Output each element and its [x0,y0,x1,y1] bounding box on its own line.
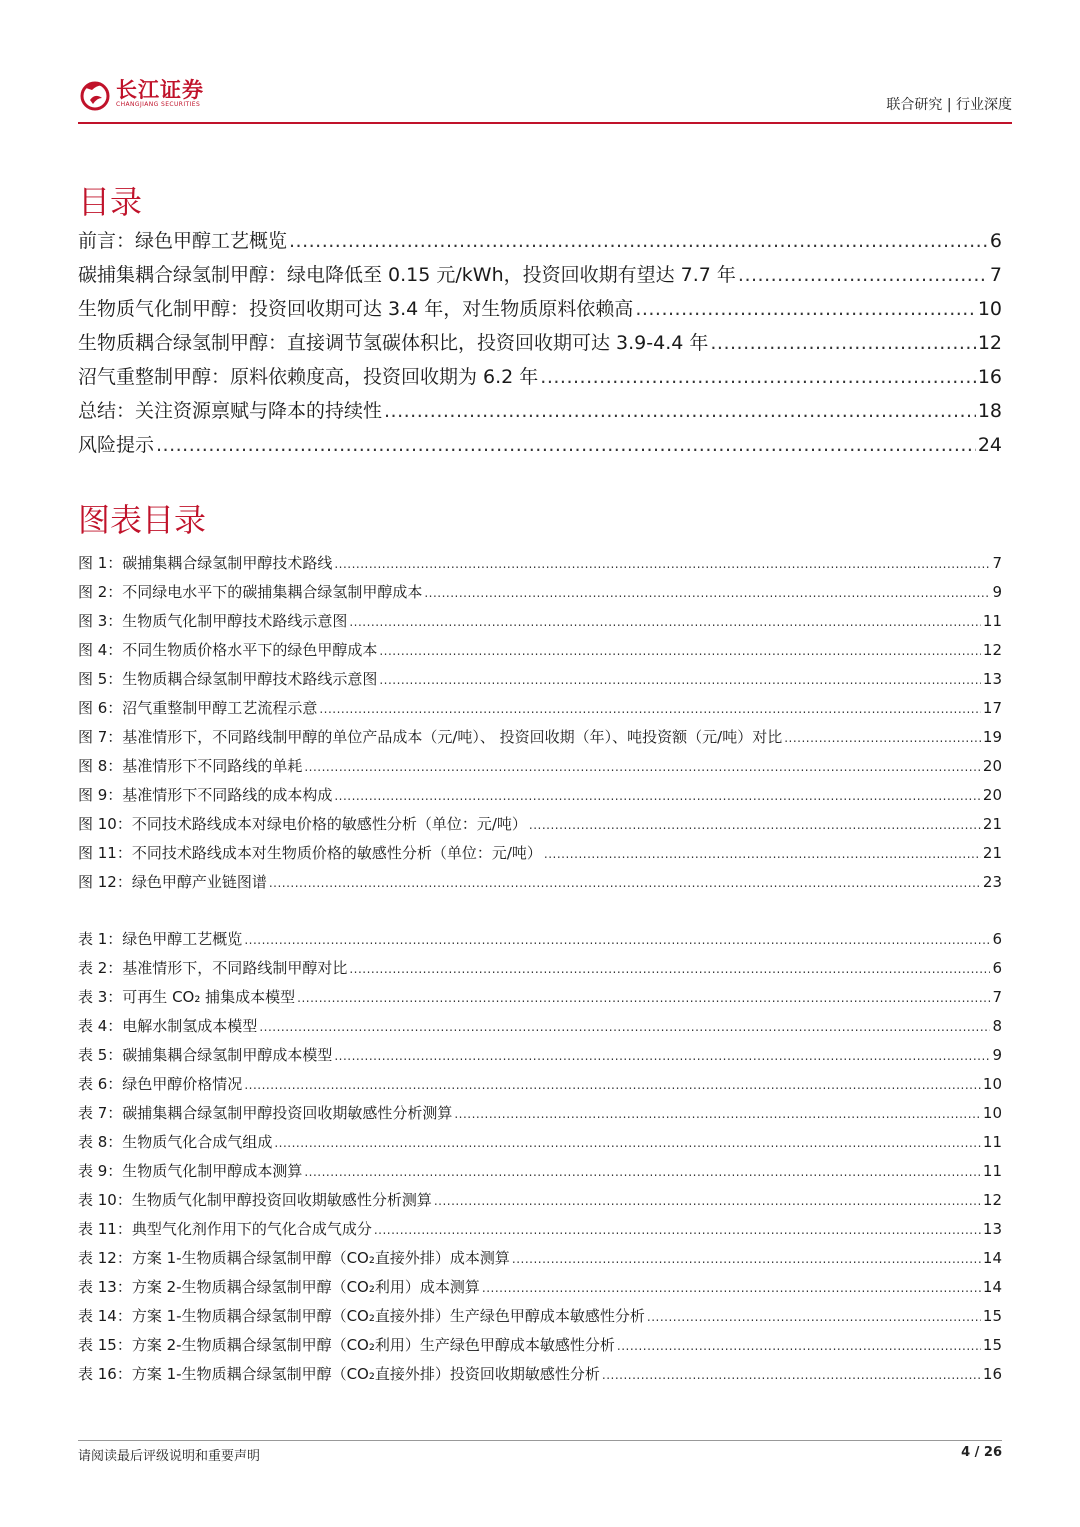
figure-entry-title[interactable]: 图 10：不同技术路线成本对绿电价格的敏感性分析（单位：元/吨） [78,815,527,833]
table-entry-title[interactable]: 表 8：生物质气化合成气组成 [78,1133,273,1151]
dot-leader [784,731,981,745]
figure-entry-page[interactable]: 7 [992,554,1002,572]
table-entry[interactable] [78,1044,1002,1073]
dot-leader [334,789,981,803]
dot-leader [379,673,981,687]
logo-text-cn: 长江证券 [116,78,204,102]
table-entry-title[interactable]: 表 9：生物质气化制甲醇成本测算 [78,1162,303,1180]
figure-entry[interactable] [78,668,1002,697]
dot-leader [334,1049,990,1063]
table-entry-page[interactable]: 15 [982,1307,1002,1325]
figure-entry-page[interactable]: 23 [982,873,1002,891]
table-entry-title[interactable]: 表 12：方案 1-生物质耦合绿氢制甲醇（CO₂直接外排）成本测算 [78,1249,510,1267]
report-type-tags: 联合研究 | 行业深度 [886,97,1012,113]
dot-leader [482,1281,981,1295]
dragon-logo-icon [78,76,112,112]
toc-entry-title[interactable]: 总结：关注资源禀赋与降本的持续性 [78,400,383,422]
toc-entry-page[interactable]: 6 [989,230,1002,252]
toc-entry[interactable] [78,294,1002,328]
table-entry-page[interactable]: 10 [982,1104,1002,1122]
toc-entry-page[interactable]: 7 [989,264,1002,286]
table-entry-page[interactable]: 11 [982,1133,1002,1151]
table-entry-title[interactable]: 表 7：碳捕集耦合绿氢制甲醇投资回收期敏感性分析测算 [78,1104,453,1122]
toc-entry-title[interactable]: 生物质耦合绿氢制甲醇：直接调节氢碳体积比，投资回收期可达 3.9-4.4 年 [78,332,709,354]
dot-leader [289,230,988,252]
dot-leader [544,847,981,861]
table-entry[interactable] [78,1305,1002,1334]
dot-leader [269,876,981,890]
dot-leader [304,760,981,774]
page-header [78,70,1012,124]
toc-entry[interactable] [78,362,1002,396]
table-entry[interactable] [78,1218,1002,1247]
toc-entry[interactable] [78,328,1002,362]
dot-leader [617,1339,981,1353]
dot-leader [454,1107,981,1121]
table-entry-page[interactable]: 6 [992,959,1002,977]
figure-entry-page[interactable]: 20 [982,786,1002,804]
dot-leader [529,818,981,832]
figure-entry-title[interactable]: 图 5：生物质耦合绿氢制甲醇技术路线示意图 [78,670,378,688]
toc-entry-title[interactable]: 前言：绿色甲醇工艺概览 [78,230,288,252]
table-entry-title[interactable]: 表 10：生物质气化制甲醇投资回收期敏感性分析测算 [78,1191,432,1209]
toc-entry-page[interactable]: 24 [977,434,1002,456]
dot-leader [379,644,981,658]
toc-entry-title[interactable]: 风险提示 [78,434,155,456]
figure-entry-page[interactable]: 21 [982,844,1002,862]
dot-leader [647,1310,981,1324]
dot-leader [319,702,981,716]
table-entry[interactable] [78,1276,1002,1305]
toc-entry-page[interactable]: 16 [977,366,1002,388]
figure-entry-page[interactable]: 9 [992,583,1002,601]
table-entry-page[interactable]: 14 [982,1249,1002,1267]
dot-leader [244,1078,981,1092]
toc-entry-page[interactable]: 10 [977,298,1002,320]
figure-entry[interactable] [78,813,1002,842]
figure-entry[interactable] [78,842,1002,871]
figure-entry-title[interactable]: 图 2：不同绿电水平下的碳捕集耦合绿氢制甲醇成本 [78,583,423,601]
toc-list [78,226,1002,464]
toc-entry[interactable] [78,396,1002,430]
table-entry-title[interactable]: 表 14：方案 1-生物质耦合绿氢制甲醇（CO₂直接外排）生产绿色甲醇成本敏感性分析 [78,1307,645,1325]
dot-leader [274,1136,981,1150]
table-entry-title[interactable]: 表 6：绿色甲醇价格情况 [78,1075,243,1093]
figure-entry-title[interactable]: 图 3：生物质气化制甲醇技术路线示意图 [78,612,348,630]
table-entry[interactable] [78,986,1002,1015]
table-entry-title[interactable]: 表 16：方案 1-生物质耦合绿氢制甲醇（CO₂直接外排）投资回收期敏感性分析 [78,1365,600,1383]
table-entry-page[interactable]: 8 [992,1017,1002,1035]
figure-entry[interactable] [78,581,1002,610]
table-entry-page[interactable]: 6 [992,930,1002,948]
toc-entry-title[interactable]: 碳捕集耦合绿氢制甲醇：绿电降低至 0.15 元/kWh，投资回收期有望达 7.7 年 [78,264,736,286]
figure-entry[interactable] [78,610,1002,639]
figure-entry[interactable] [78,726,1002,755]
table-entry-title[interactable]: 表 15：方案 2-生物质耦合绿氢制甲醇（CO₂利用）生产绿色甲醇成本敏感性分析 [78,1336,615,1354]
dot-leader [259,1020,990,1034]
table-entry[interactable] [78,928,1002,957]
table-list [78,928,1002,1392]
table-entry-title[interactable]: 表 5：碳捕集耦合绿氢制甲醇成本模型 [78,1046,333,1064]
figure-entry-page[interactable]: 19 [982,728,1002,746]
table-entry-title[interactable]: 表 1：绿色甲醇工艺概览 [78,930,243,948]
dot-leader [512,1252,981,1266]
table-entry-page[interactable]: 13 [982,1220,1002,1238]
figure-entry-title[interactable]: 图 1：碳捕集耦合绿氢制甲醇技术路线 [78,554,333,572]
table-entry-page[interactable]: 11 [982,1162,1002,1180]
figure-entry-title[interactable]: 图 4：不同生物质价格水平下的绿色甲醇成本 [78,641,378,659]
figure-entry-title[interactable]: 图 7：基准情形下，不同路线制甲醇的单位产品成本（元/吨）、 投资回收期（年）、吨投资额（元/吨）对比 [78,728,783,746]
figure-entry-page[interactable]: 13 [982,670,1002,688]
table-entry-title[interactable]: 表 13：方案 2-生物质耦合绿氢制甲醇（CO₂利用）成本测算 [78,1278,480,1296]
dot-leader [349,962,990,976]
dot-leader [304,1165,981,1179]
dot-leader [635,298,976,320]
figures-title: 图表目录 [78,501,207,539]
table-entry-page[interactable]: 12 [982,1191,1002,1209]
figure-entry-page[interactable]: 20 [982,757,1002,775]
dot-leader [738,264,988,286]
figure-entry-title[interactable]: 图 9：基准情形下不同路线的成本构成 [78,786,333,804]
figure-entry[interactable] [78,871,1002,900]
figure-entry-page[interactable]: 12 [982,641,1002,659]
dot-leader [424,586,990,600]
dot-leader [156,434,976,456]
table-entry[interactable] [78,1247,1002,1276]
table-entry[interactable] [78,1160,1002,1189]
figure-list [78,552,1002,900]
figure-entry-page[interactable]: 11 [982,612,1002,630]
dot-leader [334,557,990,571]
dot-leader [384,400,976,422]
disclaimer-note: 请阅读最后评级说明和重要声明 [78,1449,261,1464]
toc-entry[interactable] [78,226,1002,260]
table-entry-page[interactable]: 10 [982,1075,1002,1093]
toc-entry[interactable] [78,260,1002,294]
table-entry[interactable] [78,957,1002,986]
table-entry[interactable] [78,1015,1002,1044]
dot-leader [434,1194,981,1208]
table-entry-title[interactable]: 表 11：典型气化剂作用下的气化合成气成分 [78,1220,372,1238]
page-footer [78,1440,1002,1481]
dot-leader [297,991,990,1005]
figure-entry-page[interactable]: 17 [982,699,1002,717]
figure-entry-title[interactable]: 图 11：不同技术路线成本对生物质价格的敏感性分析（单位：元/吨） [78,844,542,862]
figure-entry[interactable] [78,784,1002,813]
dot-leader [602,1368,981,1382]
toc-entry[interactable] [78,430,1002,464]
toc-entry-title[interactable]: 生物质气化制甲醇：投资回收期可达 3.4 年，对生物质原料依赖高 [78,298,634,320]
table-entry-page[interactable]: 15 [982,1336,1002,1354]
figure-entry[interactable] [78,755,1002,784]
dot-leader [374,1223,981,1237]
dot-leader [540,366,976,388]
table-entry[interactable] [78,1189,1002,1218]
logo-text-en: CHANGJIANG SECURITIES [116,101,201,108]
figure-entry-page[interactable]: 21 [982,815,1002,833]
toc-entry-page[interactable]: 12 [977,332,1002,354]
figure-entry-title[interactable]: 图 6：沼气重整制甲醇工艺流程示意 [78,699,318,717]
figure-entry-title[interactable]: 图 8：基准情形下不同路线的单耗 [78,757,303,775]
table-entry-title[interactable]: 表 4：电解水制氢成本模型 [78,1017,258,1035]
table-entry[interactable] [78,1363,1002,1392]
dot-leader [710,332,975,354]
table-entry[interactable] [78,1334,1002,1363]
table-entry-title[interactable]: 表 3：可再生 CO₂ 捕集成本模型 [78,988,296,1006]
table-entry[interactable] [78,1131,1002,1160]
table-entry-page[interactable]: 16 [982,1365,1002,1383]
table-entry[interactable] [78,1073,1002,1102]
figure-entry[interactable] [78,697,1002,726]
dot-leader [349,615,981,629]
dot-leader [244,933,990,947]
table-entry[interactable] [78,1102,1002,1131]
page-number: 4 / 26 [961,1445,1002,1460]
table-entry-title[interactable]: 表 2：基准情形下，不同路线制甲醇对比 [78,959,348,977]
figure-entry[interactable] [78,639,1002,668]
brand-logo [78,74,204,114]
figure-entry[interactable] [78,552,1002,581]
table-entry-page[interactable]: 14 [982,1278,1002,1296]
toc-title: 目录 [78,183,143,221]
toc-entry-title[interactable]: 沼气重整制甲醇：原料依赖度高，投资回收期为 6.2 年 [78,366,539,388]
toc-entry-page[interactable]: 18 [977,400,1002,422]
table-entry-page[interactable]: 9 [992,1046,1002,1064]
figure-entry-title[interactable]: 图 12：绿色甲醇产业链图谱 [78,873,267,891]
table-entry-page[interactable]: 7 [992,988,1002,1006]
